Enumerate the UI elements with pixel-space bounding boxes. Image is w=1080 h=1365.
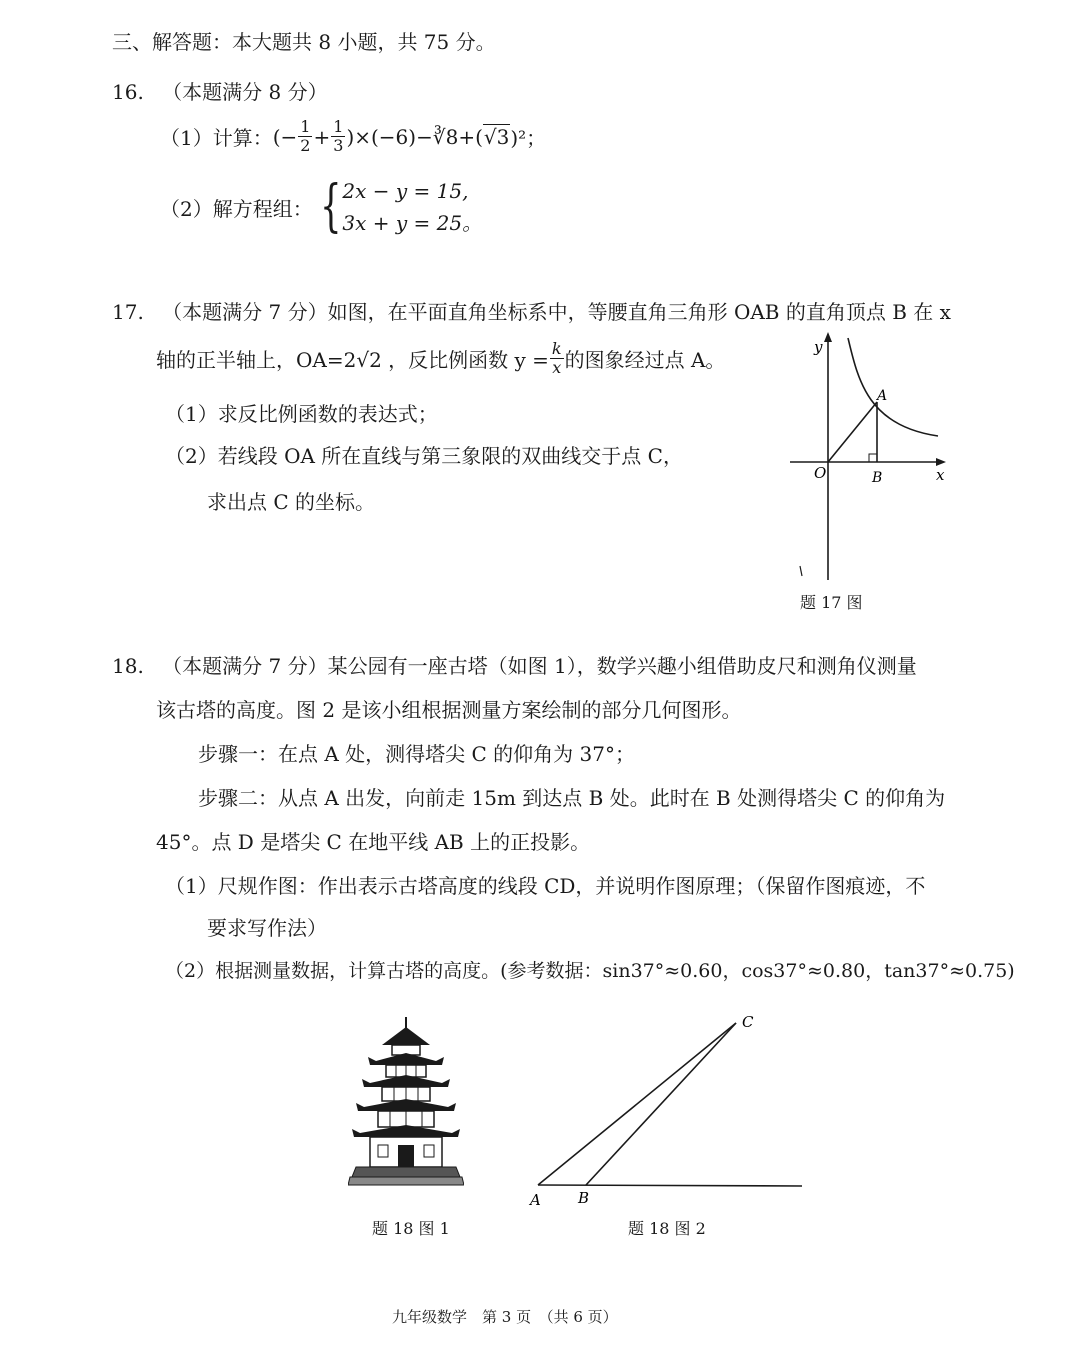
y-label: y (814, 338, 823, 356)
figure-18-1-caption: 题 18 图 1 (372, 1219, 450, 1238)
section-heading: 三、解答题：本大题共 8 小题，共 75 分。 (112, 30, 496, 54)
q16-part1-plus: + (313, 124, 331, 149)
pagoda-illustration (348, 1015, 464, 1190)
q17-fraction-num: k (551, 339, 562, 358)
figure-18-2 (520, 1005, 820, 1210)
q16-part1-expr-a: (− (272, 124, 298, 149)
q17-text-1: （本题满分 7 分）如图，在平面直角坐标系中，等腰直角三角形 OAB 的直角顶点 B 在 x (162, 300, 951, 324)
q16-part1-sqrt: √3 (483, 125, 510, 149)
q17-part2: （2）若线段 OA 所在直线与第三象限的双曲线交于点 C， (165, 444, 683, 468)
equation-system (313, 175, 482, 239)
q16-part1 (160, 118, 546, 155)
q18-text-1: （本题满分 7 分）某公园有一座古塔（如图 1），数学兴趣小组借助皮尺和测角仪测量 (162, 654, 917, 678)
equation-1: 2x − y = 15, (342, 179, 469, 203)
q18-number: 18. (112, 654, 144, 678)
q16-part1-label: （1）计算： (160, 126, 273, 150)
q16-fraction-1 (298, 118, 312, 155)
q17-part2-cont: 求出点 C 的坐标。 (207, 490, 376, 514)
q18-step1: 步骤一：在点 A 处，测得塔尖 C 的仰角为 37°； (198, 742, 635, 766)
q17-line2 (156, 340, 725, 377)
q17-text-2a: 轴的正半轴上，OA=2√2 ，反比例函数 y = (156, 348, 549, 372)
origin-label: O (814, 464, 827, 482)
q18-part1-cont: 要求写作法） (207, 916, 327, 940)
q17-text-2b: 的图象经过点 A。 (564, 348, 726, 372)
equation-2: 3x + y = 25。 (342, 211, 483, 235)
q16-fraction-1-num: 1 (300, 117, 311, 136)
q16-part1-expr-b: )×(−6)−∛8+( (346, 124, 483, 149)
q18-step2: 步骤二：从点 A 出发，向前走 15m 到达点 B 处。此时在 B 处测得塔尖 C 的仰角为 (198, 786, 946, 810)
point-b-label: B (578, 1189, 590, 1207)
q16-part2 (160, 175, 482, 239)
point-b-label: B (872, 470, 883, 486)
tick-mark (800, 566, 802, 576)
q17-line1 (112, 296, 951, 325)
figure-17-caption: 题 17 图 (800, 593, 863, 612)
q17-fraction-den: x (552, 358, 562, 377)
q16-header (112, 76, 328, 105)
point-a-label: A (530, 1191, 541, 1209)
q16-part2-label: （2）解方程组： (160, 196, 313, 221)
q17-part1: （1）求反比例函数的表达式； (165, 402, 438, 426)
figure-17 (780, 330, 950, 590)
q18-part1: （1）尺规作图：作出表示古塔高度的线段 CD，并说明作图原理；（保留作图痕迹，不 (165, 874, 926, 898)
brace-symbol: { (319, 174, 342, 239)
page-footer: 九年级数学 第 3 页 （共 6 页） (392, 1308, 618, 1326)
ground-line (538, 1185, 802, 1186)
point-a-label: A (877, 388, 888, 404)
q16-part1-expr-c: )²； (510, 126, 547, 150)
q16-fraction-2-den: 3 (333, 136, 344, 155)
figure-18-2-caption: 题 18 图 2 (628, 1219, 706, 1238)
q16-fraction-1-den: 2 (300, 136, 311, 155)
q16-score: （本题满分 8 分） (162, 80, 328, 104)
x-label: x (936, 466, 945, 484)
point-c-label: C (742, 1013, 754, 1031)
line-bc (586, 1023, 736, 1185)
segment-oa (828, 402, 877, 462)
q16-fraction-2-num: 1 (333, 117, 344, 136)
q16-fraction-2 (331, 118, 345, 155)
q18-part2: （2）根据测量数据，计算古塔的高度。(参考数据：sin37°≈0.60，cos37°≈0.80，tan37°≈0.75) (165, 960, 1015, 982)
y-axis-arrow (824, 332, 832, 342)
q16-number: 16. (112, 80, 144, 104)
line-ac (538, 1023, 736, 1185)
x-axis-arrow (936, 458, 946, 466)
q18-line1 (112, 650, 917, 679)
q17-number: 17. (112, 300, 144, 324)
q17-fraction (550, 340, 564, 377)
right-angle-mark (869, 454, 877, 462)
q18-text-2: 该古塔的高度。图 2 是该小组根据测量方案绘制的部分几何图形。 (156, 698, 742, 722)
q18-step2-cont: 45°。点 D 是塔尖 C 在地平线 AB 上的正投影。 (156, 830, 591, 854)
